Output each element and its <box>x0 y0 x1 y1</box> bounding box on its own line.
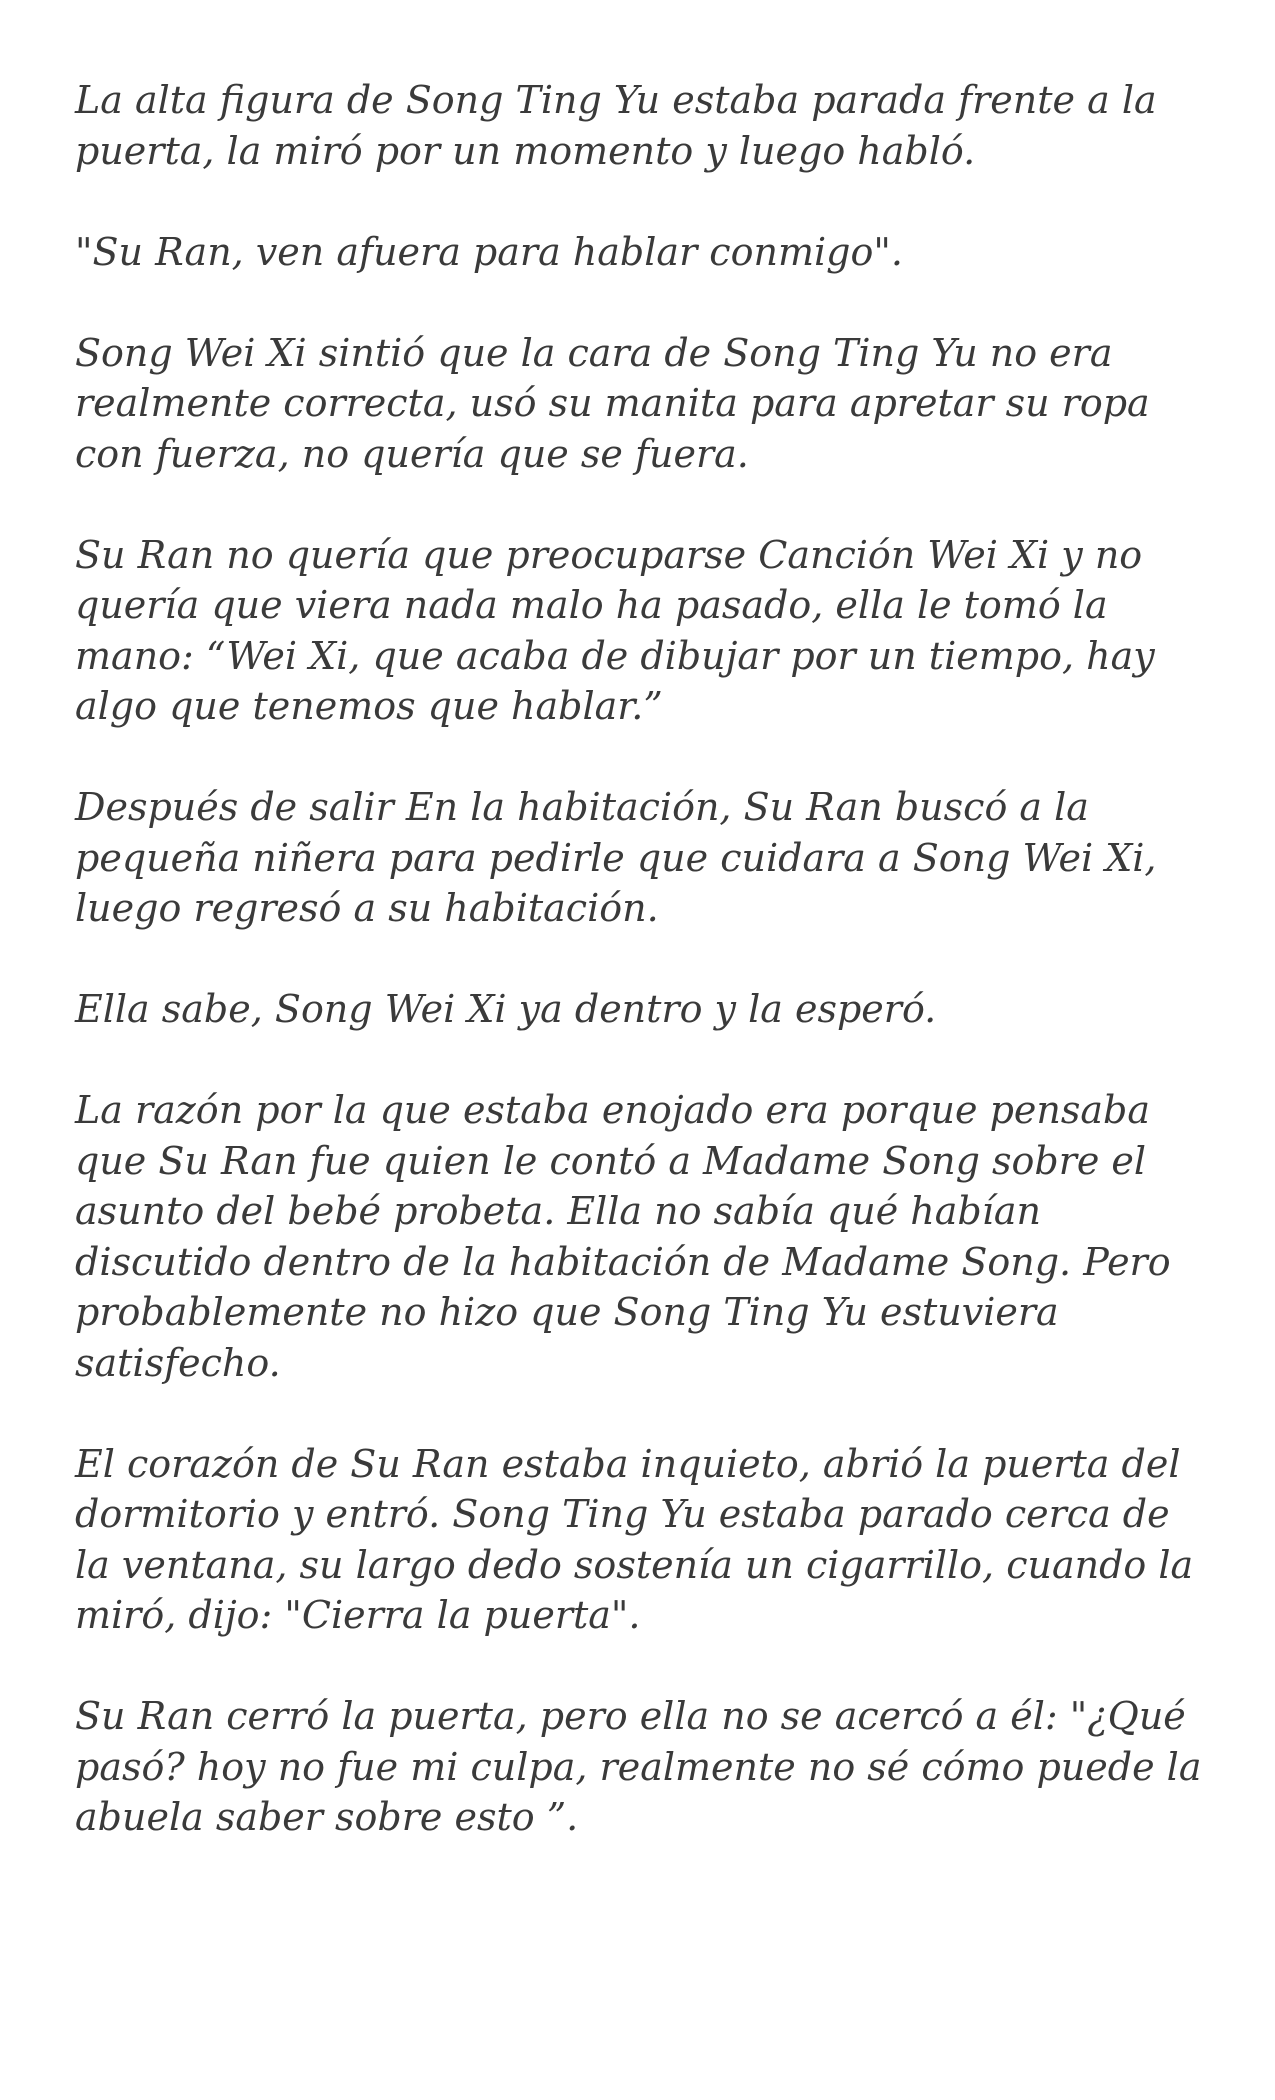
paragraph: La alta figura de Song Ting Yu estaba parada frente a la puerta, la miró por un momento y luego habló. <box>75 78 1157 173</box>
paragraph: Ella sabe, Song Wei Xi ya dentro y la esperó. <box>75 987 937 1031</box>
story-text <box>75 75 1215 1843</box>
paragraph: La razón por la que estaba enojado era porque pensaba que Su Ran fue quien le contó a Madame Song sobre el asunto del bebé probeta. Ella no sabía qué habían discutido dentro de la habitación de Madame Song. Pero probablemente no hizo que Song Ting Yu estuviera satisfecho. <box>75 1088 1171 1385</box>
paragraph: El corazón de Su Ran estaba inquieto, abrió la puerta del dormitorio y entró. Song Ting Yu estaba parado cerca de la ventana, su largo dedo sostenía un cigarrillo, cuando la miró, dijo: "Cierra la puerta". <box>75 1441 1194 1637</box>
paragraph: Song Wei Xi sintió que la cara de Song Ting Yu no era realmente correcta, usó su manita para apretar su ropa con fuerza, no quería que se fuera. <box>75 330 1150 476</box>
paragraph: Su Ran cerró la puerta, pero ella no se acercó a él: "¿Qué pasó? hoy no fue mi culpa, realmente no sé cómo puede la abuela saber sobre esto ”. <box>75 1694 1202 1839</box>
paragraph: "Su Ran, ven afuera para hablar conmigo". <box>75 229 903 274</box>
paragraph: Después de salir En la habitación, Su Ran buscó a la pequeña niñera para pedirle que cuidara a Song Wei Xi, luego regresó a su habitación. <box>75 785 1157 930</box>
paragraph: Su Ran no quería que preocuparse Canción Wei Xi y no quería que viera nada malo ha pasado, ella le tomó la mano: “Wei Xi, que acaba de dibujar por un tiempo, hay algo que tenemos que hablar.” <box>75 532 1155 728</box>
